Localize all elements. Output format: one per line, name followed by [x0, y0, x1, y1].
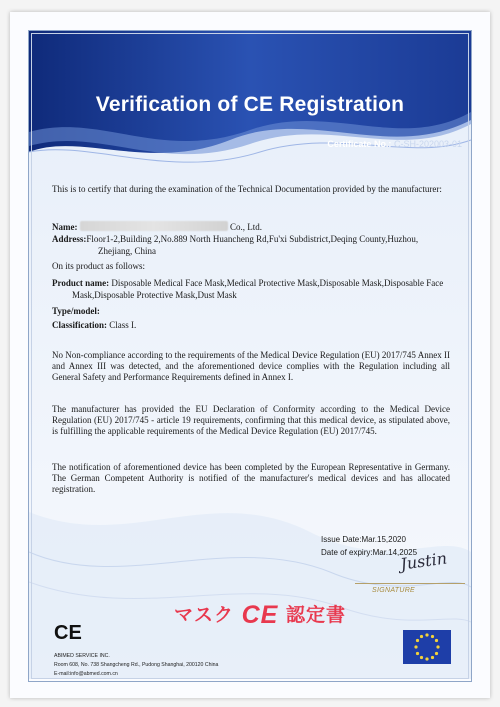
signature-name: Justin — [399, 548, 449, 574]
ce-mark-text: CE — [54, 622, 82, 642]
classification-label: Classification: — [52, 320, 107, 330]
paragraph-notification: The notification of aforementioned device has been completed by the European Representative in Germany. The German Competent Authority is notified of the manufacturer's medical devices and has allocated registration. — [52, 462, 450, 494]
certificate-header — [29, 31, 471, 153]
signature-label: SIGNATURE — [372, 587, 416, 594]
paragraph-compliance: No Non-compliance according to the requirements of the Medical Device Regulation (EU) 2017/745 Annex II and Annex III was detected, and the aforementioned device complies with the Regulation including all General Safety and Performance Requirements defined in Annex I. — [52, 350, 450, 382]
name-row — [52, 221, 450, 233]
jp-ce: CE — [241, 601, 279, 629]
classification-value: Class I. — [109, 320, 137, 330]
intro-text: This is to certify that during the examination of the Technical Documentation provided by the manufacturer: — [52, 184, 442, 194]
company-email: E-mail:info@abmed.com.cn — [54, 671, 118, 677]
name-label: Name: — [52, 222, 78, 232]
issuer-block — [54, 652, 218, 679]
certificate-number — [327, 139, 462, 149]
address-label: Address: — [52, 234, 87, 244]
signature-handwriting — [398, 544, 468, 574]
product-line2: Mask,Disposable Protective Mask,Dust Mask — [72, 290, 237, 300]
address-line2: Zhejiang, China — [98, 246, 156, 256]
ce-mark-icon — [54, 622, 84, 642]
redacted-name — [80, 221, 228, 231]
on-product-text: On its product as follows: — [52, 261, 145, 271]
expiry-date: Date of expiry:Mar.14,2025 — [321, 548, 418, 557]
jp-prefix: マスク — [173, 604, 234, 626]
product-line1: Disposable Medical Face Mask,Medical Protective Mask,Disposable Mask,Disposable Face — [111, 278, 444, 288]
certificate-title: Verification of CE Registration — [95, 93, 405, 116]
jp-suffix: 認定書 — [285, 604, 346, 626]
name-suffix: Co., Ltd. — [230, 222, 263, 232]
eu-flag-icon — [403, 630, 451, 664]
japanese-stamp-title — [160, 600, 360, 630]
certificate-number-value: C-SH-202003-01 — [393, 139, 462, 149]
company-address: Room 608, No. 738 Shangcheng Rd., Pudong Shanghai, 200120 China — [54, 662, 219, 668]
certificate-number-label: Certificate No.: — [327, 139, 392, 149]
certificate-sheet — [10, 12, 490, 698]
address-row — [52, 234, 450, 245]
signature-line — [355, 583, 465, 584]
address-line1: Floor1-2,Building 2,No.889 North Huancheng Rd,Fu'xi Subdistrict,Deqing County,Huzhou, — [86, 234, 419, 244]
company-name: ABIMED SERVICE INC. — [54, 653, 110, 659]
paragraph-declaration: The manufacturer has provided the EU Declaration of Conformity according to the Medical Device Regulation (EU) 2017/745 - article 19 requirements, confirming that this medical device, as stipulated above, is fulfilling the applicable requirements of the Medical Device Regulation (EU) 2017/745. — [52, 404, 450, 436]
product-row — [52, 278, 450, 289]
type-model-label: Type/model: — [52, 306, 100, 316]
issue-date: Issue Date:Mar.15,2020 — [321, 535, 406, 544]
product-label: Product name: — [52, 278, 110, 288]
classification-row — [52, 320, 450, 331]
